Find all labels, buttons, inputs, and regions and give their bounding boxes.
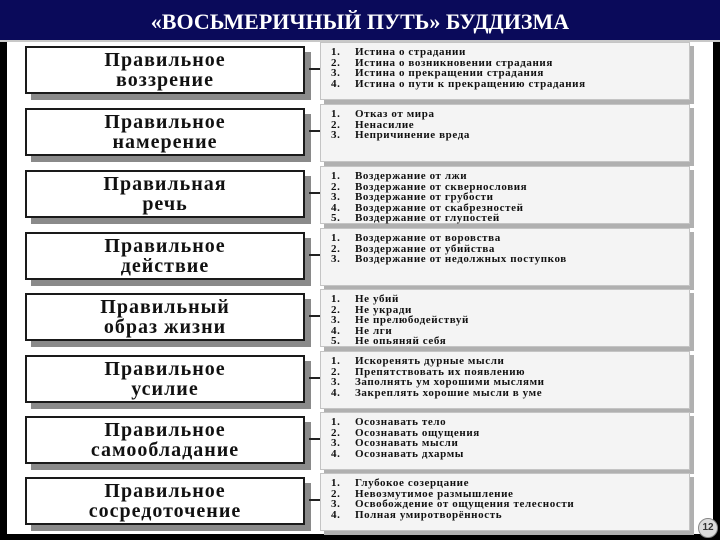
detail-item-number: 1. <box>331 416 341 428</box>
detail-item-number: 3. <box>331 314 341 326</box>
path-row <box>7 104 713 162</box>
content-panel <box>7 42 713 534</box>
detail-item-number: 3. <box>331 437 341 449</box>
detail-item <box>331 213 689 224</box>
path-step-details <box>320 412 690 470</box>
detail-item-number: 4. <box>331 508 341 521</box>
path-step-label-line2: сосредоточение <box>88 500 242 522</box>
detail-item-number: 2. <box>331 426 341 439</box>
detail-item-text: Истина о пути к прекращению страдания <box>355 77 586 90</box>
path-step-details <box>320 166 690 224</box>
path-step-box <box>25 477 305 525</box>
detail-item-number: 2. <box>331 56 341 69</box>
path-step-label-line1: Правильное <box>104 235 226 257</box>
path-row <box>7 42 713 100</box>
path-step-label-line2: самообладание <box>90 439 240 461</box>
detail-item-number: 2. <box>331 180 341 193</box>
path-step-box <box>25 232 305 280</box>
detail-item-text: Осознавать мысли <box>355 437 459 449</box>
detail-item <box>331 388 689 399</box>
detail-item <box>331 510 689 521</box>
path-step-label-line1: Правильная <box>103 173 227 195</box>
path-step-label-line1: Правильное <box>104 480 226 502</box>
path-row <box>7 473 713 531</box>
path-step-label-line2: образ жизни <box>103 316 227 338</box>
detail-item-text: Воздержание от недолжных поступков <box>355 253 567 265</box>
detail-item-text: Непричинение вреда <box>355 129 470 141</box>
detail-item-number: 1. <box>331 232 341 244</box>
slide-title: «ВОСЬМЕРИЧНЫЙ ПУТЬ» БУДДИЗМА <box>0 0 720 42</box>
detail-item-number: 4. <box>331 77 341 90</box>
path-row <box>7 289 713 347</box>
detail-item-text: Воздержание от сквернословия <box>355 180 528 193</box>
detail-item-number: 1. <box>331 108 341 120</box>
detail-item-text: Осознавать ощущения <box>355 426 480 439</box>
detail-item-number: 3. <box>331 376 341 388</box>
detail-item-text: Ненасилие <box>355 118 415 131</box>
detail-item-number: 3. <box>331 253 341 265</box>
path-step-box <box>25 416 305 464</box>
detail-item-text: Отказ от мира <box>355 108 435 120</box>
detail-item-text: Не лги <box>355 324 393 337</box>
detail-item-text: Искоренять дурные мысли <box>355 355 505 367</box>
path-row <box>7 412 713 470</box>
detail-item-text: Не убий <box>355 293 399 305</box>
path-step-label-line1: Правильное <box>104 49 226 71</box>
detail-item-text: Воздержание от лжи <box>355 170 468 182</box>
detail-item-number: 4. <box>331 324 341 337</box>
detail-item-text: Воздержание от убийства <box>355 242 495 255</box>
detail-item-text: Не укради <box>355 303 412 316</box>
detail-item-number: 2. <box>331 487 341 500</box>
detail-item-number: 1. <box>331 355 341 367</box>
detail-item-text: Воздержание от грубости <box>355 191 494 203</box>
detail-item-text: Заполнять ум хорошими мыслями <box>355 376 545 388</box>
detail-item-text: Закреплять хорошие мысли в уме <box>355 386 543 399</box>
path-step-details <box>320 473 690 531</box>
detail-item-text: Воздержание от воровства <box>355 232 501 244</box>
detail-item-number: 2. <box>331 242 341 255</box>
path-step-label-line2: воззрение <box>116 69 214 91</box>
detail-item <box>331 79 689 90</box>
detail-item <box>331 449 689 460</box>
path-step-label-line2: действие <box>120 255 210 277</box>
path-row <box>7 228 713 286</box>
detail-item-text: Полная умиротворённость <box>355 508 503 521</box>
detail-item-number: 5. <box>331 212 341 224</box>
detail-item-text: Истина о страдании <box>355 46 466 58</box>
path-step-box <box>25 170 305 218</box>
detail-item-number: 3. <box>331 129 341 141</box>
detail-item-number: 1. <box>331 477 341 489</box>
path-step-details <box>320 289 690 347</box>
path-step-label-line2: речь <box>142 193 188 215</box>
detail-item-number: 1. <box>331 293 341 305</box>
detail-item-number: 3. <box>331 191 341 203</box>
detail-item-number: 2. <box>331 118 341 131</box>
detail-item-number: 3. <box>331 67 341 79</box>
detail-item-number: 1. <box>331 46 341 58</box>
path-step-details <box>320 42 690 100</box>
detail-item-number: 4. <box>331 386 341 399</box>
detail-item-text: Истина о возникновении страдания <box>355 56 553 69</box>
path-row <box>7 166 713 224</box>
page-number-badge: 12 <box>698 518 718 538</box>
detail-item-text: Не опьяняй себя <box>355 335 447 347</box>
path-step-details <box>320 228 690 286</box>
path-step-details <box>320 104 690 162</box>
path-step-box <box>25 108 305 156</box>
path-step-label-line2: усилие <box>131 378 199 400</box>
detail-item-text: Воздержание от глупостей <box>355 212 500 224</box>
detail-item-text: Освобождение от ощущения телесности <box>355 498 575 510</box>
path-step-label-line2: намерение <box>112 131 218 153</box>
path-row <box>7 351 713 409</box>
path-step-box <box>25 355 305 403</box>
detail-item-text: Глубокое созерцание <box>355 477 470 489</box>
path-step-label-line1: Правильное <box>104 111 226 133</box>
path-step-label-line1: Правильное <box>104 358 226 380</box>
detail-item-number: 3. <box>331 498 341 510</box>
path-step-label-line1: Правильный <box>100 296 230 318</box>
path-step-label-line1: Правильное <box>104 419 226 441</box>
detail-item-text: Истина о прекращении страдания <box>355 67 544 79</box>
detail-item-text: Осознавать тело <box>355 416 447 428</box>
detail-item-number: 5. <box>331 335 341 347</box>
detail-item-text: Осознавать дхармы <box>355 447 464 460</box>
path-step-box <box>25 293 305 341</box>
detail-item-text: Препятствовать их появлению <box>355 365 526 378</box>
path-step-details <box>320 351 690 409</box>
detail-item <box>331 254 689 265</box>
detail-item-number: 4. <box>331 201 341 214</box>
detail-item-number: 4. <box>331 447 341 460</box>
detail-item-text: Не прелюбодействуй <box>355 314 469 326</box>
detail-item-number: 2. <box>331 365 341 378</box>
path-step-box <box>25 46 305 94</box>
detail-item-number: 1. <box>331 170 341 182</box>
detail-item-number: 2. <box>331 303 341 316</box>
detail-item <box>331 130 689 141</box>
detail-item-text: Невозмутимое размышление <box>355 487 514 500</box>
detail-item <box>331 336 689 347</box>
detail-item-text: Воздержание от скабрезностей <box>355 201 524 214</box>
